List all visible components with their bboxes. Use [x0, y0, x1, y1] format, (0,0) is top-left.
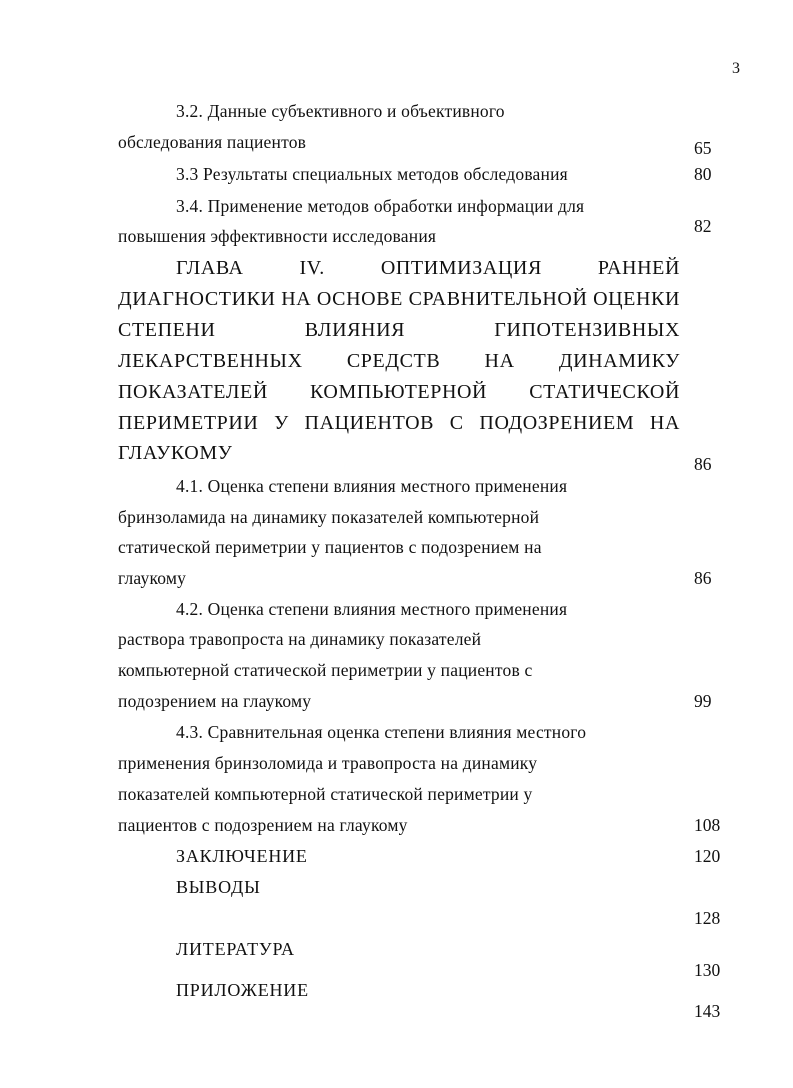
chapter-4-line-7: ГЛАУКОМУ	[118, 442, 233, 464]
conclusion-heading: ЗАКЛЮЧЕНИЕ	[176, 846, 308, 866]
toc-entry-4-3-line-3: показателей компьютерной статической периметрии у	[118, 784, 533, 804]
toc-entry-4-3-line-2: применения бринзоломида и травопроста на динамику	[118, 753, 538, 773]
toc-entry-4-1-line-4: глаукому	[118, 568, 187, 588]
toc-entry-3-4-line-1: 3.4. Применение методов обработки информации для	[176, 196, 585, 216]
chapter-4-page: 86	[694, 454, 712, 474]
appendix-page: 143	[694, 1001, 721, 1021]
toc-entry-3-2-line-1: 3.2. Данные субъективного и объективного	[176, 101, 505, 121]
toc-entry-3-4-line-2: повышения эффективности исследования	[118, 226, 437, 246]
toc-entry-4-2-line-1: 4.2. Оценка степени влияния местного применения	[176, 599, 568, 619]
chapter-4-line-1: ГЛАВА IV. ОПТИМИЗАЦИЯ РАННЕЙ	[176, 257, 680, 279]
toc-entry-4-2-line-3: компьютерной статической периметрии у пациентов с	[118, 660, 533, 680]
literature-heading: ЛИТЕРАТУРА	[176, 939, 295, 959]
toc-entry-3-2-line-2: обследования пациентов	[118, 132, 307, 152]
toc-entry-4-1-line-3: статической периметрии у пациентов с подозрением на	[118, 537, 542, 557]
toc-entry-4-2-page: 99	[694, 691, 712, 711]
toc-entry-4-1-line-2: бринзоламида на динамику показателей компьютерной	[118, 507, 540, 527]
findings-page: 128	[694, 908, 721, 928]
toc-entry-4-2-line-2: раствора травопроста на динамику показателей	[118, 629, 482, 649]
toc-entry-3-4-page: 82	[694, 216, 712, 236]
chapter-4-line-6: ПЕРИМЕТРИИ У ПАЦИЕНТОВ С ПОДОЗРЕНИЕМ НА	[118, 412, 680, 434]
page-number: 3	[732, 60, 740, 77]
chapter-4-line-2: ДИАГНОСТИКИ НА ОСНОВЕ СРАВНИТЕЛЬНОЙ ОЦЕНКИ	[118, 288, 681, 310]
findings-heading: ВЫВОДЫ	[176, 877, 261, 897]
toc-entry-4-2-line-4: подозрением на глаукому	[118, 691, 312, 711]
toc-entry-4-1-line-1: 4.1. Оценка степени влияния местного применения	[176, 476, 568, 496]
toc-entry-3-2-page: 65	[694, 138, 712, 158]
toc-entry-4-3-page: 108	[694, 815, 721, 835]
appendix-heading: ПРИЛОЖЕНИЕ	[176, 980, 309, 1000]
toc-entry-4-3-line-1: 4.3. Сравнительная оценка степени влияния местного	[176, 722, 587, 742]
toc-entry-4-3-line-4: пациентов с подозрением на глаукому	[118, 815, 408, 835]
toc-entry-3-3-line-1: 3.3 Результаты специальных методов обследования	[176, 164, 568, 184]
chapter-4-line-4: ЛЕКАРСТВЕННЫХ СРЕДСТВ НА ДИНАМИКУ	[118, 350, 680, 372]
chapter-4-line-5: ПОКАЗАТЕЛЕЙ КОМПЬЮТЕРНОЙ СТАТИЧЕСКОЙ	[118, 381, 680, 403]
chapter-4-line-3: СТЕПЕНИ ВЛИЯНИЯ ГИПОТЕНЗИВНЫХ	[118, 319, 680, 341]
toc-entry-3-3-page: 80	[694, 164, 712, 184]
conclusion-page: 120	[694, 846, 721, 866]
literature-page: 130	[694, 960, 721, 980]
toc-entry-4-1-page: 86	[694, 568, 712, 588]
